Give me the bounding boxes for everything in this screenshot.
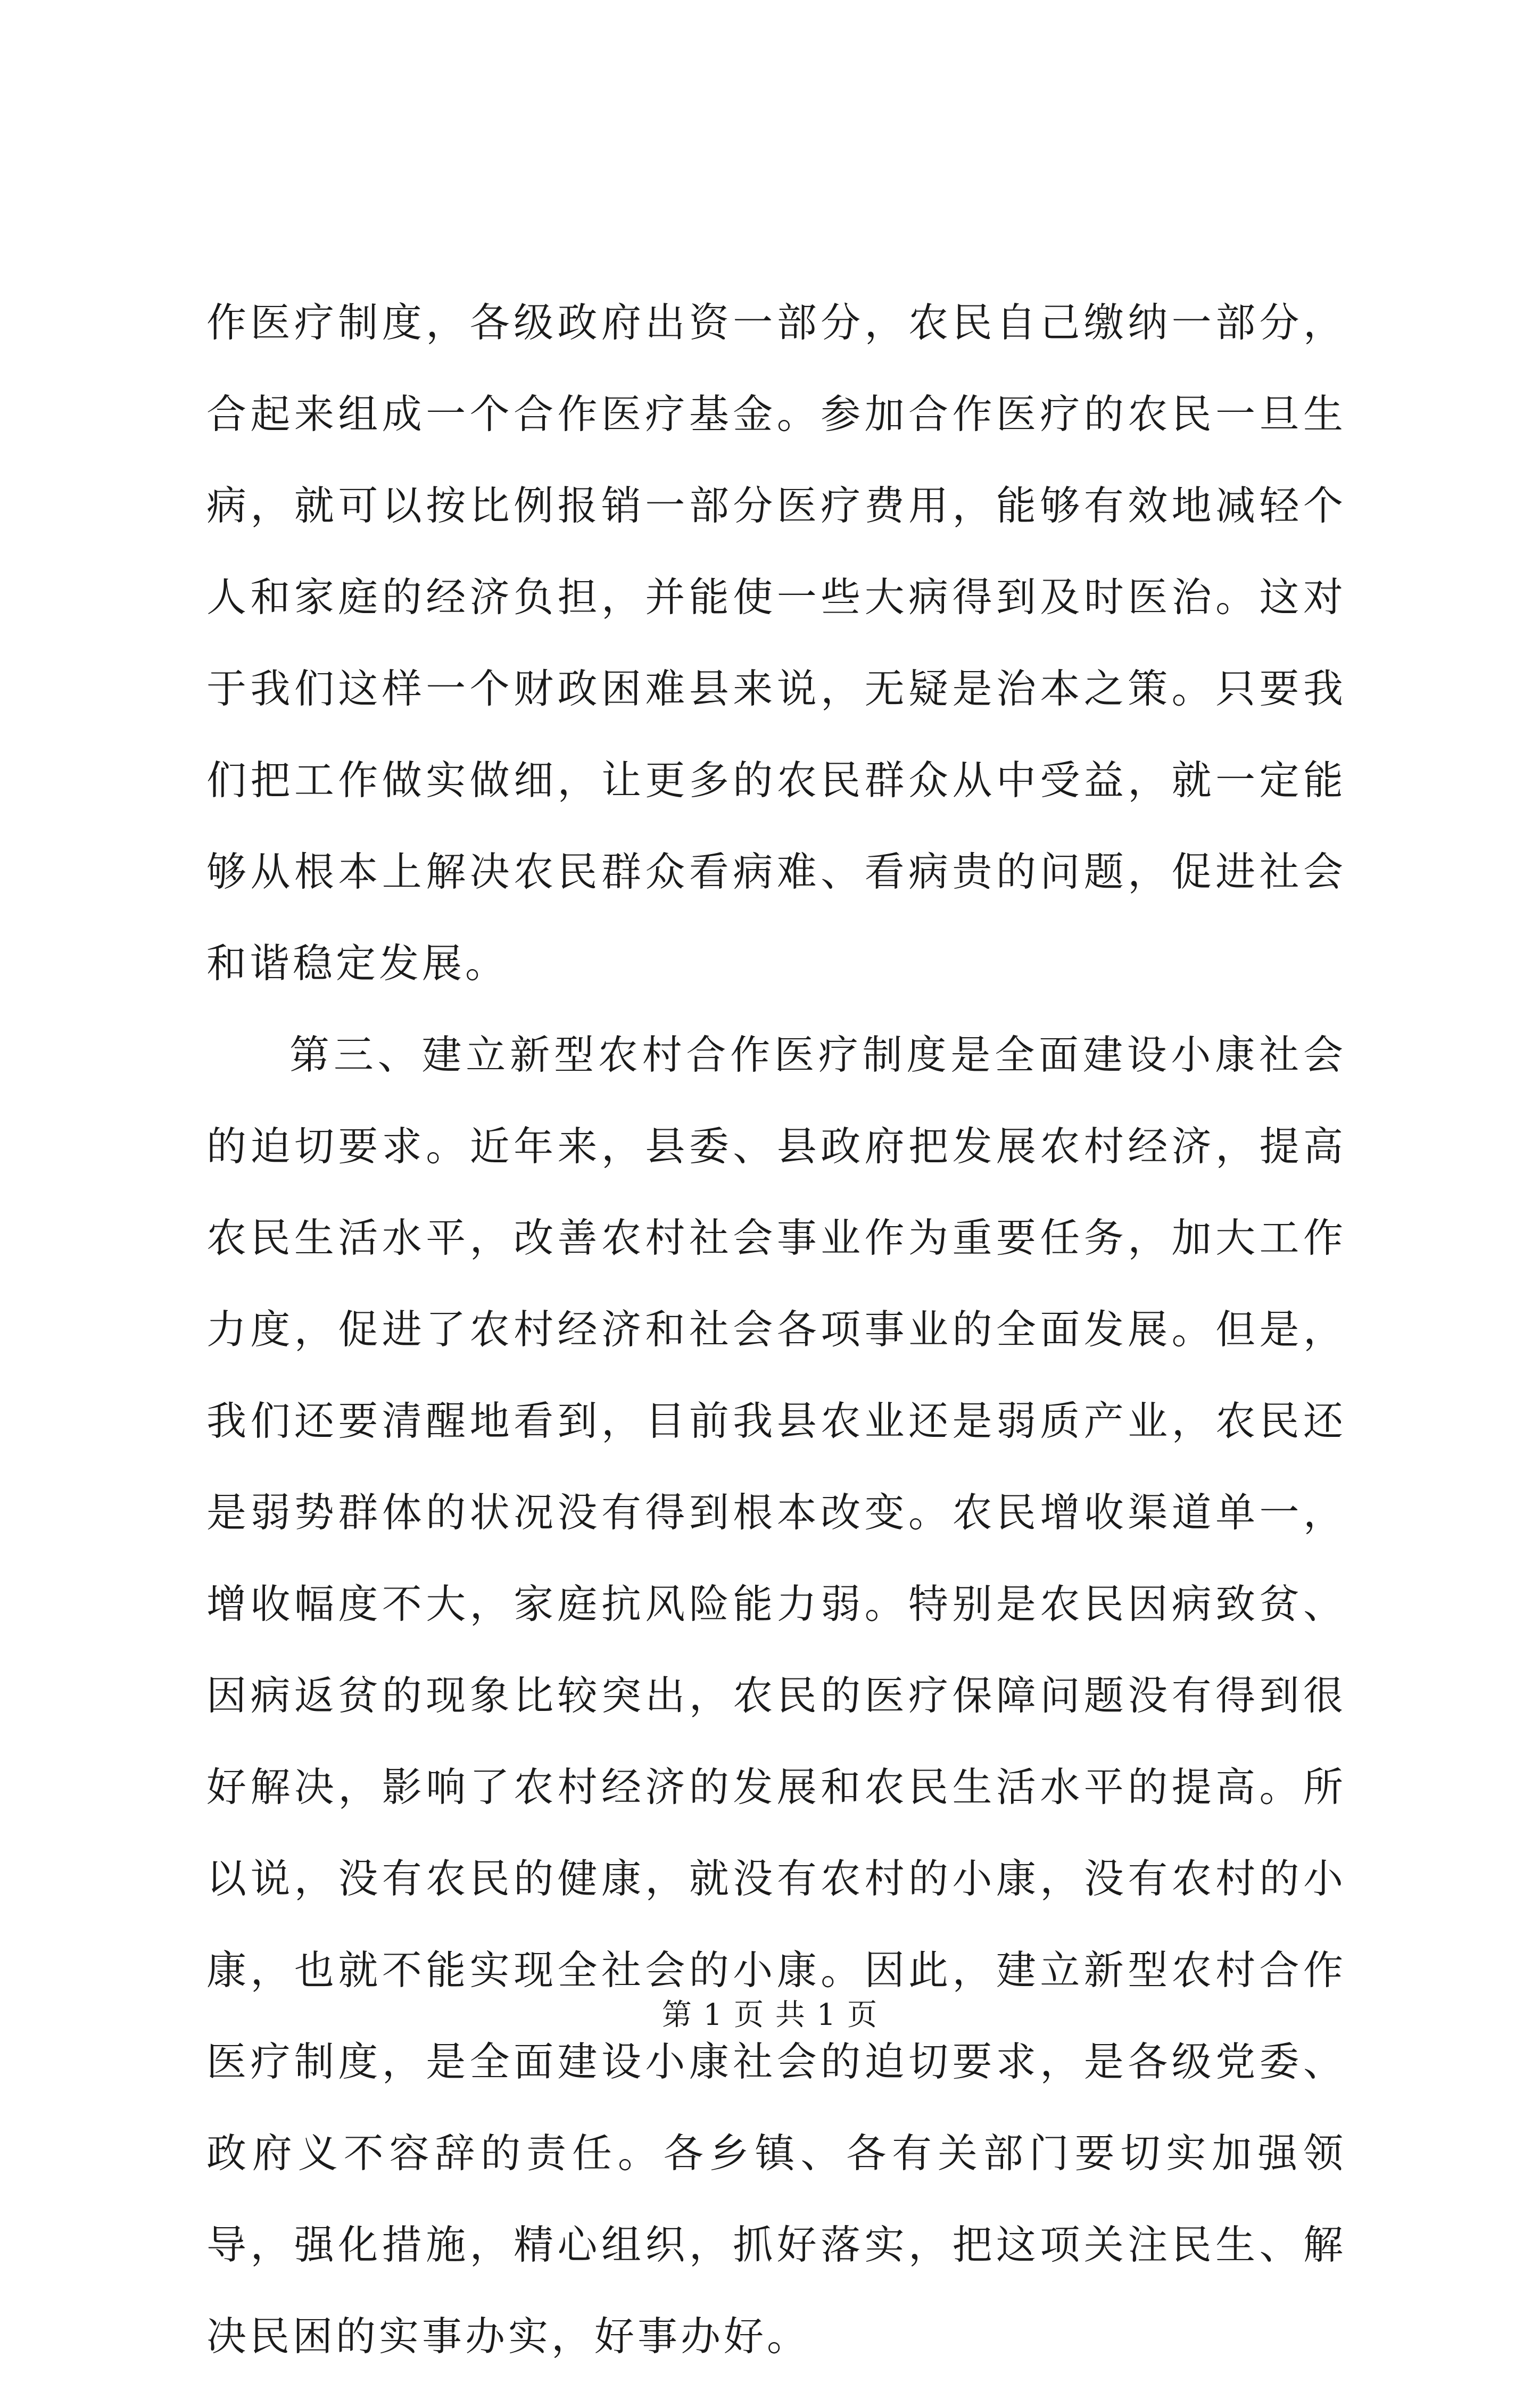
paragraph-continuation: 作医疗制度，各级政府出资一部分，农民自己缴纳一部分，合起来组成一个合作医疗基金。参加合作医疗的农民一旦生病，就可以按比例报销一部分医疗费用，能够有效地减轻个人和家庭的经济负担，并能使一些大病得到及时医治。这对于我们这样一个财政困难县来说，无疑是治本之策。只要我们把工作做实做细，让更多的农民群众从中受益，就一定能够从根本上解决农民群众看病难、看病贵的问题，促进社会和谐稳定发展。	[206, 299, 1346, 987]
paragraph-section-three: 第三、建立新型农村合作医疗制度是全面建设小康社会的迫切要求。近年来，县委、县政府把发展农村经济，提高农民生活水平，改善农村社会事业作为重要任务，加大工作力度，促进了农村经济和社会各项事业的全面发展。但是，我们还要清醒地看到，目前我县农业还是弱质产业，农民还是弱势群体的状况没有得到根本改变。农民增收渠道单一，增收幅度不大，家庭抗风险能力弱。特别是农民因病致贫、因病返贫的现象比较突出，农民的医疗保障问题没有得到很好解决，影响了农村经济的发展和农民生活水平的提高。所以说，没有农民的健康，就没有农村的小康，没有农村的小康，也就不能实现全社会的小康。因此，建立新型农村合作医疗制度，是全面建设小康社会的迫切要求，是各级党委、政府义不容辞的责任。各乡镇、各有关部门要切实加强领导，强化措施，精心组织，抓好落实，把这项关注民生、解决民困的实事办实，好事办好。	[206, 1031, 1346, 2360]
document-body	[206, 277, 1346, 2382]
page-number-footer: 第 1 页 共 1 页	[661, 1998, 879, 2032]
